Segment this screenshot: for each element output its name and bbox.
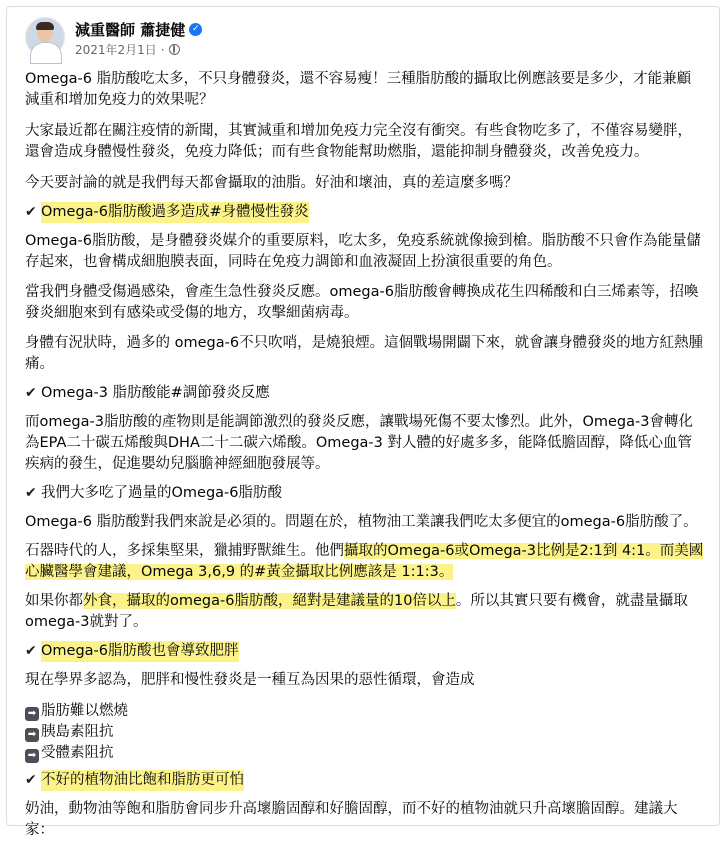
avatar[interactable] [25,17,65,57]
paragraph: 大家最近都在關注疫情的新聞，其實減重和增加免疫力完全沒有衝突。有些食物吃多了，不僅容易變胖，還會造成身體慢性發炎，免疫力降低；而有些食物能幫助燃脂，還能抑制身體發炎，改善免疫力。 [25,123,692,160]
paragraph: 身體有況狀時，過多的 omega-6不只吹哨，是燒狼煙。這個戰場開闢下來，就會讓身體發炎的地方紅熱腫痛。 [25,335,704,372]
verified-badge-icon: ✓ [189,23,202,36]
section-heading [25,483,705,504]
post-meta [75,41,180,58]
check-mark-icon: ✔ [25,385,37,401]
section-heading [25,641,705,662]
list-item [25,701,705,722]
section-heading [25,383,705,404]
paragraph: Omega-6 脂肪酸對我們來說是必須的。問題在於，植物油工業讓我們吃太多便宜的omega-6脂肪酸了。 [25,514,698,530]
post-header [25,17,705,61]
heading-text: Omega-3 脂肪酸能#調節發炎反應 [41,385,270,401]
meta-separator: · [160,42,165,57]
heading-text: 我們大多吃了過量的Omega-6脂肪酸 [41,485,283,501]
check-mark-icon: ✔ [25,643,37,659]
paragraph: Omega-6 脂肪酸吃太多，不只身體發炎，還不容易瘦！三種脂肪酸的攝取比例應該要是多少，才能兼顧減重和增加免疫力的效果呢？ [25,71,692,108]
heading-text: Omega-6脂肪酸過多造成#身體慢性發炎 [41,202,309,223]
text-segment: 石器時代的人，多採集堅果，獵捕野獸維生。他們 [25,543,344,559]
list-item-text: 胰島素阻抗 [41,724,114,740]
list-item-text: 受體素阻抗 [41,745,114,761]
check-mark-icon: ✔ [25,204,37,220]
paragraph: 現在學界多認為，肥胖和慢性發炎是一種互為因果的惡性循環，會造成 [25,672,475,688]
post-date[interactable]: 2021年2月1日 [75,43,157,57]
paragraph [25,541,705,583]
paragraph: 當我們身體受傷過感染，會產生急性發炎反應。omega-6脂肪酸會轉換成花生四稀酸和白三烯素等，招喚發炎細胞來到有感染或受傷的地方，攻擊細菌病毒。 [25,284,699,321]
bullet-list [25,701,705,764]
paragraph: 今天要討論的就是我們每天都會攝取的油脂。好油和壞油，真的差這麼多嗎？ [25,175,518,191]
paragraph: 奶油，動物油等飽和脂肪會同步升高壞膽固醇和好膽固醇，而不好的植物油就只升高壞膽固醇。建議大家： [25,801,678,838]
check-mark-icon: ✔ [25,772,37,788]
paragraph: Omega-6脂肪酸，是身體發炎媒介的重要原料，吃太多，免疫系統就像撿到槍。脂肪酸不只會作為能量儲存起來，也會構成細胞膜表面，同時在免疫力調節和血液凝固上扮演很重要的角色。 [25,233,702,270]
highlighted-text: 攝取的Omega-6或Omega-3比例是2:1到 4:1。而美國心臟醫學會建議，Omega 3,6,9 的#黃金攝取比例應該是 1:1:3。 [25,543,704,580]
globe-icon[interactable] [169,44,180,55]
paragraph [25,591,705,633]
paragraph: 而omega-3脂肪酸的產物則是能調節激烈的發炎反應，讓戰場死傷不要太慘烈。此外，Omega-3會轉化為EPA二十碳五烯酸與DHA二十二碳六烯酸。Omega-3 對人體的好處多多，能降低膽固醇，降低心血管疾病的發生，促進嬰幼兒腦膽神經細胞發展等。 [25,414,693,472]
post-body [25,69,705,841]
section-heading [25,202,705,223]
author-row [75,19,202,40]
author-name[interactable]: 減重醫師 蕭捷健 [75,21,186,39]
list-item [25,743,705,764]
facebook-post-card [6,6,720,838]
heading-text: Omega-6脂肪酸也會導致肥胖 [41,641,239,662]
right-arrow-icon: ➡ [25,749,39,763]
section-heading [25,770,705,791]
text-segment: 如果你都 [25,593,83,609]
right-arrow-icon: ➡ [25,707,39,721]
highlighted-text: 外食，攝取的omega-6脂肪酸，絕對是建議量的10倍以上 [83,593,456,609]
list-item [25,722,705,743]
heading-text: 不好的植物油比飽和脂肪更可怕 [41,770,244,791]
check-mark-icon: ✔ [25,485,37,501]
right-arrow-icon: ➡ [25,728,39,742]
text-segment: 。所以其實只要有機會，就盡量攝取omega-3就對了。 [25,593,688,630]
list-item-text: 脂肪難以燃燒 [41,703,128,719]
